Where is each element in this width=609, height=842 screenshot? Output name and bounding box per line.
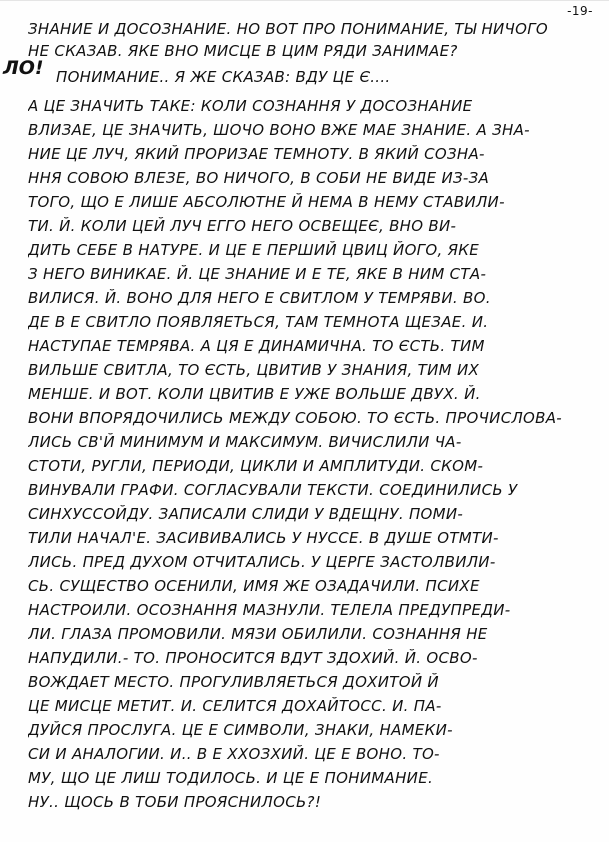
- text-line: СИНХУССОЙДУ. ЗАПИСАЛИ СЛИДИ У ВДЕЩНУ. ПОМИ-: [28, 505, 464, 523]
- text-line: ВИНУВАЛИ ГРАФИ. СОГЛАСУВАЛИ ТЕКСТИ. СОЕДИНИЛИСЬ У: [28, 481, 518, 499]
- text-line: ВОНИ ВПОРЯДОЧИЛИСЬ МЕЖДУ СОБОЮ. ТО ЄСТЬ. ПРОЧИСЛОВА-: [28, 409, 563, 427]
- text-line: МЕНШЕ. И ВОТ. КОЛИ ЦВИТИВ Е УЖЕ ВОЛЬШЕ ДВУХ. Й.: [28, 385, 481, 403]
- text-line: ЛИ. ГЛАЗА ПРОМОВИЛИ. МЯЗИ ОБИЛИЛИ. СОЗНАННЯ НЕ: [28, 625, 488, 643]
- page-number: -19-: [567, 4, 593, 18]
- text-line: ЦЕ МИСЦЕ МЕТИТ. И. СЕЛИТСЯ ДОХАЙТОСС. И. ПА-: [28, 697, 442, 715]
- text-line: ДУЙСЯ ПРОСЛУГА. ЦЕ Е СИМВОЛИ, ЗНАКИ, НАМЕКИ-: [28, 721, 453, 739]
- text-line: НАПУДИЛИ.- ТО. ПРОНОСИТСЯ ВДУТ ЗДОХИЙ. Й. ОСВО-: [28, 649, 478, 667]
- text-line: НЕ СКАЗАВ. ЯКЕ ВНО МИСЦЕ В ЦИМ РЯДИ ЗАНИМАЕ?: [28, 42, 458, 60]
- text-line: ВЛИЗАЕ, ЦЕ ЗНАЧИТЬ, ШОЧО ВОНО ВЖЕ МАЕ ЗНАНИЕ. А ЗНА-: [28, 121, 530, 139]
- text-line: ТИ. Й. КОЛИ ЦЕЙ ЛУЧ ЕГГО НЕГО ОСВЕЩЕЄ, ВНО ВИ-: [28, 217, 457, 235]
- text-line: ННЯ СОВОЮ ВЛЕЗЕ, ВО НИЧОГО, В СОБИ НЕ ВИДЕ ИЗ-ЗА: [28, 169, 490, 187]
- text-line: ВОЖДАЕТ МЕСТО. ПРОГУЛИВЛЯЕТЬСЯ ДОХИТОЙ Й: [28, 673, 439, 691]
- text-line: ЛИСЬ. ПРЕД ДУХОМ ОТЧИТАЛИСЬ. У ЦЕРГЕ ЗАСТОЛВИЛИ-: [28, 553, 496, 571]
- text-line: ЛИСЬ СВ'Й МИНИМУМ И МАКСИМУМ. ВИЧИСЛИЛИ ЧА-: [28, 433, 462, 451]
- text-line: ПОНИМАНИЕ.. Я ЖЕ СКАЗАВ: ВДУ ЦЕ Є....: [56, 68, 391, 86]
- text-line: СТОТИ, РУГЛИ, ПЕРИОДИ, ЦИКЛИ И АМПЛИТУДИ. СКОМ-: [28, 457, 484, 475]
- text-line: ДЕ В Е СВИТЛО ПОЯВЛЯЕТЬСЯ, ТАМ ТЕМНОТА ЩЕЗАЕ. И.: [28, 313, 489, 331]
- text-line: МУ, ЩО ЦЕ ЛИШ ТОДИЛОСЬ. И ЦЕ Е ПОНИМАНИЕ.: [28, 769, 434, 787]
- text-line: А ЦЕ ЗНАЧИТЬ ТАКЕ: КОЛИ СОЗНАННЯ У ДОСОЗНАНИЕ: [28, 97, 473, 115]
- text-line: ТИЛИ НАЧАЛ'Е. ЗАСИВИВАЛИСЬ У НУССЕ. В ДУШЕ ОТМТИ-: [28, 529, 499, 547]
- text-line: НАСТУПАЕ ТЕМРЯВА. А ЦЯ Е ДИНАМИЧНА. ТО ЄСТЬ. ТИМ: [28, 337, 485, 355]
- text-line: ТОГО, ЩО Е ЛИШЕ АБСОЛЮТНЕ Й НЕМА В НЕМУ СТАВИЛИ-: [28, 193, 505, 211]
- text-line: НУ.. ЩОСЬ В ТОБИ ПРОЯСНИЛОСЬ?!: [28, 793, 322, 811]
- text-line: ДИТЬ СЕБЕ В НАТУРЕ. И ЦЕ Е ПЕРШИЙ ЦВИЦ ЙОГО, ЯКЕ: [28, 241, 480, 259]
- text-line: СИ И АНАЛОГИИ. И.. В Е ХХОЗХИЙ. ЦЕ Е ВОНО. ТО-: [28, 745, 440, 763]
- text-line: ВИЛЬШЕ СВИТЛА, ТО ЄСТЬ, ЦВИТИВ У ЗНАНИЯ, ТИМ ИХ: [28, 361, 480, 379]
- text-line: ЗНАНИЕ И ДОСОЗНАНИЕ. НО ВОТ ПРО ПОНИМАНИЕ, ТЫ НИЧОГО: [28, 20, 549, 38]
- text-line: СЬ. СУЩЕСТВО ОСЕНИЛИ, ИМЯ ЖЕ ОЗАДАЧИЛИ. ПСИХЕ: [28, 577, 480, 595]
- text-line: ВИЛИСЯ. Й. ВОНО ДЛЯ НЕГО Е СВИТЛОМ У ТЕМРЯВИ. ВО.: [28, 289, 491, 307]
- text-line: НАСТРОИЛИ. ОСОЗНАННЯ МАЗНУЛИ. ТЕЛЕЛА ПРЕДУПРЕДИ-: [28, 601, 511, 619]
- text-line: З НЕГО ВИНИКАЕ. Й. ЦЕ ЗНАНИЕ И Е ТЕ, ЯКЕ В НИМ СТА-: [28, 265, 487, 283]
- text-line: НИЕ ЦЕ ЛУЧ, ЯКИЙ ПРОРИЗАЕ ТЕМНОТУ. В ЯКИЙ СОЗНА-: [28, 145, 485, 163]
- margin-note: ЛО!: [3, 57, 44, 79]
